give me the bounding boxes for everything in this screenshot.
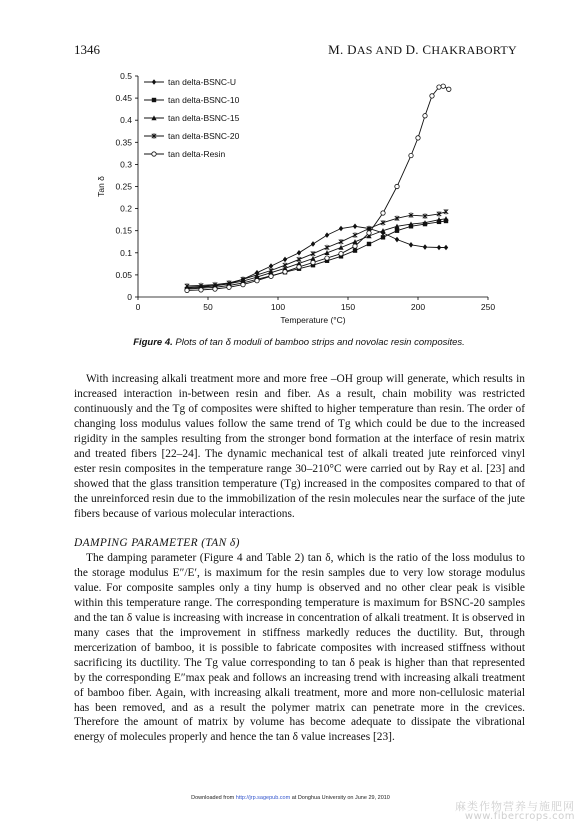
paragraph-text: The damping parameter (Figure 4 and Table 2) tan δ, which is the ratio of the loss modulus to the storage modulus E″/E′, is maximum for the resin samples due to very low storage modulus value. For composite samples only a tiny hump is observed and no other clear peak is visible within this temperature range. The corresponding temperature is maximum for BSNC-20 samples and the tan δ value is increasing with increase in concentration of alkali treatment. It is observed in many cases that the improvement in stiffness markedly reduces the ductility. But, through mercerization of bamboo, it is possible to fabricate composites with increased stiffness without sacrificing its ductility. The Tg value corresponding to tan δ peak is higher than that represented by the corresponding E″max peak and follows an increasing trend with increasing alkali treatment of bamboo fiber. Again, with increasing alkali treatment, more and more non-cellulosic material has been removed, and as a result the polymer matrix can penetrate more in the crevices. Therefore the amount of matrix by volume has become adequate to dissipate the vibrational energy of molecules properly and hence the tan δ value increases [23]. xyxy=(74,552,525,744)
x-tick-label: 250 xyxy=(480,302,496,312)
body-paragraph-2 xyxy=(74,551,525,745)
data-point xyxy=(325,232,329,238)
y-tick-label: 0.2 xyxy=(120,203,132,214)
running-head-part: AS AND xyxy=(356,43,406,57)
legend-marker xyxy=(152,152,156,156)
y-tick-label: 0.45 xyxy=(115,93,132,104)
legend-marker xyxy=(152,98,156,102)
data-point xyxy=(324,250,329,255)
section-heading: DAMPING PARAMETER (TAN δ) xyxy=(74,537,240,549)
page-number: 1346 xyxy=(74,42,100,57)
data-point xyxy=(241,282,245,286)
data-point xyxy=(339,226,343,232)
data-point xyxy=(269,268,273,273)
data-point xyxy=(444,209,448,214)
data-point xyxy=(409,242,413,248)
legend-label: tan delta-BSNC-U xyxy=(168,77,237,87)
data-point xyxy=(443,216,448,221)
caption-label: Figure 4. xyxy=(133,337,173,348)
y-axis-label: Tan δ xyxy=(96,176,106,197)
data-point xyxy=(338,245,343,250)
data-point xyxy=(381,220,385,225)
data-point xyxy=(325,256,329,260)
data-point xyxy=(269,274,273,278)
footer-suffix: at Donghua University on June 29, 2010 xyxy=(290,795,390,801)
footer-prefix: Downloaded from xyxy=(191,795,236,801)
x-tick-label: 200 xyxy=(410,302,426,312)
series-line xyxy=(187,219,446,287)
x-tick-label: 50 xyxy=(203,302,213,312)
y-tick-label: 0.4 xyxy=(120,115,132,126)
watermark-url: www.fibercrops.com xyxy=(464,811,575,822)
data-point xyxy=(437,245,441,251)
series-line xyxy=(187,221,446,289)
data-point xyxy=(255,278,259,282)
caption-text: Plots of tan δ moduli of bamboo strips and novolac resin composites. xyxy=(175,337,465,348)
data-point xyxy=(283,270,287,274)
legend-label: tan delta-Resin xyxy=(168,149,226,159)
data-point xyxy=(395,184,399,188)
data-point xyxy=(199,288,203,292)
legend-label: tan delta-BSNC-10 xyxy=(168,95,240,105)
y-tick-label: 0.15 xyxy=(115,225,132,236)
data-point xyxy=(339,239,343,244)
data-point xyxy=(339,251,343,255)
data-point xyxy=(423,244,427,250)
data-point xyxy=(353,232,357,237)
data-point xyxy=(353,223,357,229)
watermark-text: 麻类作物营养与施肥网 xyxy=(455,800,575,813)
data-point xyxy=(381,211,385,215)
data-point xyxy=(353,248,357,252)
data-point xyxy=(409,153,413,157)
data-point xyxy=(283,257,287,263)
data-point xyxy=(283,262,287,267)
legend-label: tan delta-BSNC-20 xyxy=(168,131,240,141)
series-line xyxy=(187,212,446,286)
running-head-part: HAKRABORTY xyxy=(431,43,517,57)
legend-label: tan delta-BSNC-15 xyxy=(168,113,240,123)
data-point xyxy=(430,94,434,98)
data-point xyxy=(213,287,217,291)
running-head-part: M. D xyxy=(328,42,357,57)
data-point xyxy=(227,285,231,289)
x-tick-label: 0 xyxy=(135,302,141,312)
data-point xyxy=(311,260,315,264)
data-point xyxy=(447,87,451,91)
running-head xyxy=(328,42,517,58)
data-point xyxy=(325,245,329,250)
running-head-part: D. C xyxy=(405,42,432,57)
y-tick-label: 0.3 xyxy=(120,159,132,170)
x-axis-label: Temperature (°C) xyxy=(280,315,346,325)
y-tick-label: 0.35 xyxy=(115,137,132,148)
data-point xyxy=(381,235,385,239)
y-tick-label: 0.1 xyxy=(120,247,132,258)
data-point xyxy=(395,237,399,243)
data-point xyxy=(395,229,399,233)
data-point xyxy=(297,265,301,269)
data-point xyxy=(353,244,357,248)
data-point xyxy=(185,288,189,292)
data-point xyxy=(311,241,315,247)
data-point xyxy=(423,114,427,118)
data-point xyxy=(255,272,259,277)
footer-link[interactable]: http://jrp.sagepub.com xyxy=(235,795,291,801)
data-point xyxy=(441,84,445,88)
legend-marker xyxy=(152,79,156,85)
body-paragraph-1 xyxy=(74,372,525,522)
tan-delta-chart xyxy=(90,62,520,332)
figure-caption xyxy=(74,337,524,348)
paragraph-text: With increasing alkali treatment more and more free –OH group will generate, which results in increased interaction in-between resin and fiber. As a result, chain mobility was restricted continuously and the Tg of composites were shifted to higher temperature than resin. The order of changing loss modulus values follow the same trend of Tg which could be due to the increased rigidity in the samples resulting from the stronger bond formation at the interface of resin matrix and treated fibers [22–24]. The dynamic mechanical test of alkali treated jute reinforced vinyl ester resin composites in the temperature range 30–210°C were carried out by Ray et al. [23] and showed that the glass transition temperature (Tg) increased in the composites compared to that of the unreinforced resin due to the immobilization of the resin molecules near the surface of the jute fibers because of various molecular interactions. xyxy=(74,373,525,520)
x-tick-label: 100 xyxy=(270,302,286,312)
y-tick-label: 0.5 xyxy=(120,71,132,81)
data-point xyxy=(297,250,301,256)
x-tick-label: 150 xyxy=(340,302,356,312)
data-point xyxy=(297,257,301,262)
y-tick-label: 0 xyxy=(127,292,132,302)
data-point xyxy=(416,136,420,140)
data-point xyxy=(367,231,371,235)
y-tick-label: 0.25 xyxy=(115,181,132,192)
data-point xyxy=(437,85,441,89)
figure-4-chart xyxy=(90,62,520,332)
data-point xyxy=(367,242,371,246)
data-point xyxy=(311,251,315,256)
data-point xyxy=(352,239,357,244)
y-tick-label: 0.05 xyxy=(115,269,132,280)
data-point xyxy=(444,245,448,251)
